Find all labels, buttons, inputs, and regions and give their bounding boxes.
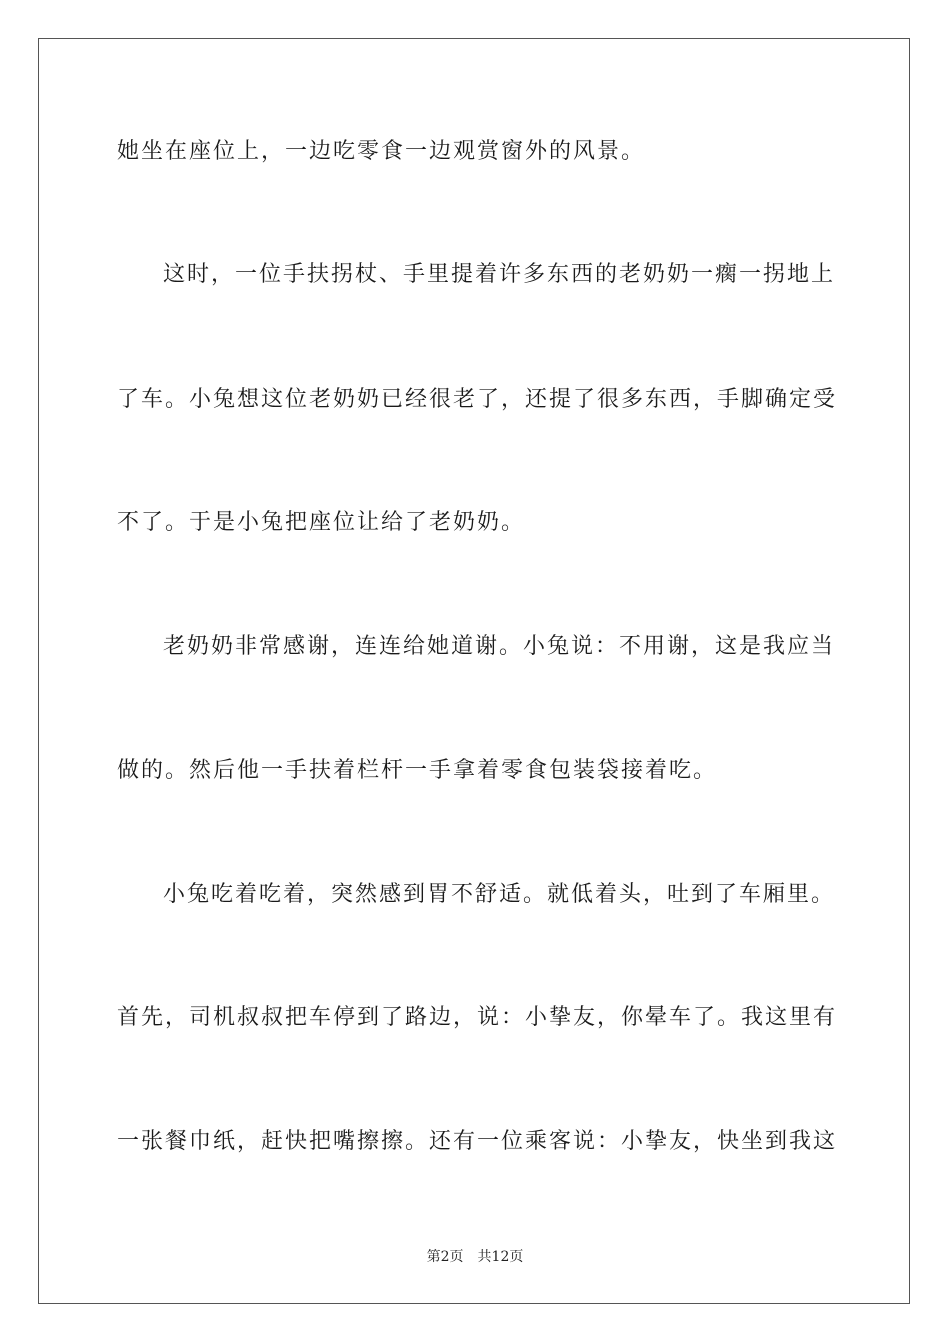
paragraph-line: 小兔吃着吃着，突然感到胃不舒适。就低着头，吐到了车厢里。 [163,882,836,907]
text-line: 了车。小兔想这位老奶奶已经很老了，还提了很多东西，手脚确定受 [117,387,838,412]
page-total: 共12页 [477,1249,524,1265]
paragraph-line: 这时，一位手扶拐杖、手里提着许多东西的老奶奶一瘸一拐地上 [163,262,836,287]
paragraph-line: 老奶奶非常感谢，连连给她道谢。小兔说：不用谢，这是我应当 [163,634,836,659]
page-footer [0,1248,950,1266]
page-number: 第2页 [426,1249,464,1265]
text-line: 首先，司机叔叔把车停到了路边，说：小挚友，你晕车了。我这里有 [117,1005,838,1030]
text-line: 做的。然后他一手扶着栏杆一手拿着零食包装袋接着吃。 [117,758,718,783]
text-line: 不了。于是小兔把座位让给了老奶奶。 [117,510,526,535]
text-line: 她坐在座位上，一边吃零食一边观赏窗外的风景。 [117,139,646,164]
page-border [38,38,910,1304]
text-line: 一张餐巾纸，赶快把嘴擦擦。还有一位乘客说：小挚友，快坐到我这 [117,1129,838,1154]
